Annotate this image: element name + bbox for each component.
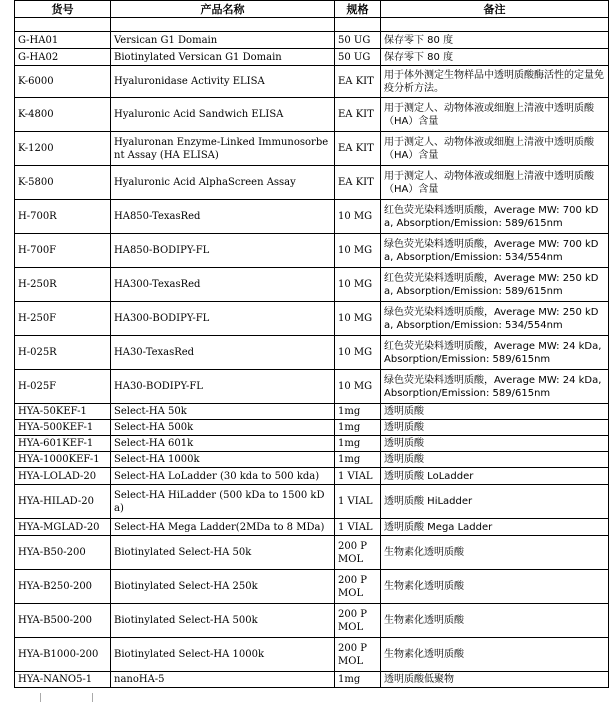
page-edge-mark	[92, 693, 101, 702]
table-row	[15, 638, 609, 672]
cell-spec: 1 VIAL	[335, 519, 381, 536]
cell-name: Versican G1 Domain	[111, 32, 335, 49]
cell-id: K-4800	[15, 98, 111, 132]
cell-name	[111, 18, 335, 32]
cell-id: H-700F	[15, 234, 111, 268]
cell-name: Biotinylated Select-HA 250k	[111, 570, 335, 604]
cell-note: 生物素化透明质酸	[381, 638, 609, 672]
cell-note: 用于测定人、动物体液或细胞上清液中透明质酸（HA）含量	[381, 166, 609, 200]
cell-spec: 50 UG	[335, 49, 381, 66]
table-row	[15, 132, 609, 166]
cell-name: Biotinylated Select-HA 50k	[111, 536, 335, 570]
cell-spec: 1mg	[335, 404, 381, 420]
table-row	[15, 18, 609, 32]
cell-name: HA850-TexasRed	[111, 200, 335, 234]
cell-id: K-1200	[15, 132, 111, 166]
cell-id: HYA-1000KEF-1	[15, 452, 111, 468]
table-row	[15, 570, 609, 604]
table-row	[15, 370, 609, 404]
cell-note: 透明质酸 Mega Ladder	[381, 519, 609, 536]
cell-note: 保存零下 80 度	[381, 32, 609, 49]
cell-id: HYA-B500-200	[15, 604, 111, 638]
cell-note: 绿色荧光染料透明质酸，Average MW: 250 kDa, Absorption/Emission: 534/554nm	[381, 302, 609, 336]
header-item-number: 货号	[15, 1, 111, 18]
table-row	[15, 302, 609, 336]
cell-id: HYA-B1000-200	[15, 638, 111, 672]
cell-id: H-250F	[15, 302, 111, 336]
table-row	[15, 485, 609, 519]
cell-id: G-HA01	[15, 32, 111, 49]
cell-name: Select-HA LoLadder (30 kda to 500 kda)	[111, 468, 335, 485]
table-row	[15, 519, 609, 536]
table-row	[15, 336, 609, 370]
cell-spec: 10 MG	[335, 268, 381, 302]
table-row	[15, 404, 609, 420]
cell-id: HYA-NANO5-1	[15, 672, 111, 688]
cell-id: HYA-B250-200	[15, 570, 111, 604]
header-spec: 规格	[335, 1, 381, 18]
cell-note: 用于测定人、动物体液或细胞上清液中透明质酸（HA）含量	[381, 98, 609, 132]
cell-id	[15, 18, 111, 32]
cell-name: Select-HA 500k	[111, 420, 335, 436]
cell-note: 生物素化透明质酸	[381, 536, 609, 570]
cell-note: 透明质酸	[381, 404, 609, 420]
cell-name: HA300-TexasRed	[111, 268, 335, 302]
cell-spec: 10 MG	[335, 370, 381, 404]
cell-name: Select-HA 50k	[111, 404, 335, 420]
cell-spec: 1 VIAL	[335, 485, 381, 519]
cell-note	[381, 18, 609, 32]
cell-note: 用于测定人、动物体液或细胞上清液中透明质酸（HA）含量	[381, 132, 609, 166]
product-table	[14, 0, 609, 688]
cell-name: Select-HA HiLadder (500 kDa to 1500 kDa)	[111, 485, 335, 519]
cell-spec: 200 PMOL	[335, 604, 381, 638]
table-row	[15, 166, 609, 200]
table-row	[15, 536, 609, 570]
cell-spec: 200 PMOL	[335, 536, 381, 570]
table-row	[15, 32, 609, 49]
cell-name: Biotinylated Select-HA 1000k	[111, 638, 335, 672]
cell-spec: EA KIT	[335, 132, 381, 166]
cell-name: nanoHA-5	[111, 672, 335, 688]
table-row	[15, 436, 609, 452]
cell-name: Select-HA 601k	[111, 436, 335, 452]
cell-spec: 1mg	[335, 436, 381, 452]
cell-spec: 200 PMOL	[335, 570, 381, 604]
cell-note: 红色荧光染料透明质酸，Average MW: 250 kDa, Absorption/Emission: 589/615nm	[381, 268, 609, 302]
cell-spec: 10 MG	[335, 200, 381, 234]
table-row	[15, 200, 609, 234]
cell-name: Biotinylated Select-HA 500k	[111, 604, 335, 638]
cell-id: H-025R	[15, 336, 111, 370]
cell-spec: 1mg	[335, 672, 381, 688]
cell-name: HA300-BODIPY-FL	[111, 302, 335, 336]
cell-id: HYA-LOLAD-20	[15, 468, 111, 485]
cell-id: HYA-HILAD-20	[15, 485, 111, 519]
cell-note: 红色荧光染料透明质酸，Average MW: 24 kDa, Absorption/Emission: 589/615nm	[381, 336, 609, 370]
cell-id: HYA-MGLAD-20	[15, 519, 111, 536]
cell-note: 生物素化透明质酸	[381, 604, 609, 638]
cell-spec: EA KIT	[335, 166, 381, 200]
cell-name: HA30-BODIPY-FL	[111, 370, 335, 404]
table-row	[15, 66, 609, 98]
cell-note: 生物素化透明质酸	[381, 570, 609, 604]
cell-note: 透明质酸	[381, 420, 609, 436]
cell-id: H-250R	[15, 268, 111, 302]
cell-id: H-025F	[15, 370, 111, 404]
cell-note: 透明质酸低聚物	[381, 672, 609, 688]
cell-spec: 1mg	[335, 420, 381, 436]
cell-id: HYA-500KEF-1	[15, 420, 111, 436]
cell-name: Hyaluronidase Activity ELISA	[111, 66, 335, 98]
cell-spec: 10 MG	[335, 234, 381, 268]
table-row	[15, 672, 609, 688]
cell-id: H-700R	[15, 200, 111, 234]
cell-name: Hyaluronic Acid AlphaScreen Assay	[111, 166, 335, 200]
cell-spec: 10 MG	[335, 336, 381, 370]
cell-note: 用于体外测定生物样品中透明质酸酶活性的定量免疫分析方法。	[381, 66, 609, 98]
page-edge-mark	[40, 693, 49, 702]
cell-note: 绿色荧光染料透明质酸，Average MW: 700 kDa, Absorption/Emission: 534/554nm	[381, 234, 609, 268]
cell-name: Biotinylated Versican G1 Domain	[111, 49, 335, 66]
cell-name: Select-HA Mega Ladder(2MDa to 8 MDa)	[111, 519, 335, 536]
table-row	[15, 98, 609, 132]
cell-note: 红色荧光染料透明质酸，Average MW: 700 kDa, Absorption/Emission: 589/615nm	[381, 200, 609, 234]
header-note: 备注	[381, 1, 609, 18]
cell-note: 透明质酸	[381, 452, 609, 468]
cell-id: HYA-50KEF-1	[15, 404, 111, 420]
cell-note: 透明质酸 HiLadder	[381, 485, 609, 519]
cell-name: Hyaluronic Acid Sandwich ELISA	[111, 98, 335, 132]
cell-id: G-HA02	[15, 49, 111, 66]
cell-id: HYA-B50-200	[15, 536, 111, 570]
cell-spec: EA KIT	[335, 98, 381, 132]
cell-name: HA850-BODIPY-FL	[111, 234, 335, 268]
cell-id: K-6000	[15, 66, 111, 98]
header-product-name: 产品名称	[111, 1, 335, 18]
cell-note: 保存零下 80 度	[381, 49, 609, 66]
table-row	[15, 420, 609, 436]
cell-spec: 1mg	[335, 452, 381, 468]
header-row	[15, 1, 609, 18]
cell-note: 绿色荧光染料透明质酸，Average MW: 24 kDa, Absorption/Emission: 589/615nm	[381, 370, 609, 404]
cell-id: K-5800	[15, 166, 111, 200]
cell-name: Select-HA 1000k	[111, 452, 335, 468]
cell-note: 透明质酸	[381, 436, 609, 452]
cell-spec: EA KIT	[335, 66, 381, 98]
table-row	[15, 268, 609, 302]
table-row	[15, 604, 609, 638]
cell-spec: 10 MG	[335, 302, 381, 336]
table-row	[15, 468, 609, 485]
table-row	[15, 234, 609, 268]
table-row	[15, 452, 609, 468]
cell-id: HYA-601KEF-1	[15, 436, 111, 452]
cell-spec	[335, 18, 381, 32]
cell-spec: 200 PMOL	[335, 638, 381, 672]
cell-name: Hyaluronan Enzyme-Linked Immunosorbent Assay (HA ELISA)	[111, 132, 335, 166]
cell-note: 透明质酸 LoLadder	[381, 468, 609, 485]
table-row	[15, 49, 609, 66]
cell-spec: 50 UG	[335, 32, 381, 49]
cell-name: HA30-TexasRed	[111, 336, 335, 370]
cell-spec: 1 VIAL	[335, 468, 381, 485]
